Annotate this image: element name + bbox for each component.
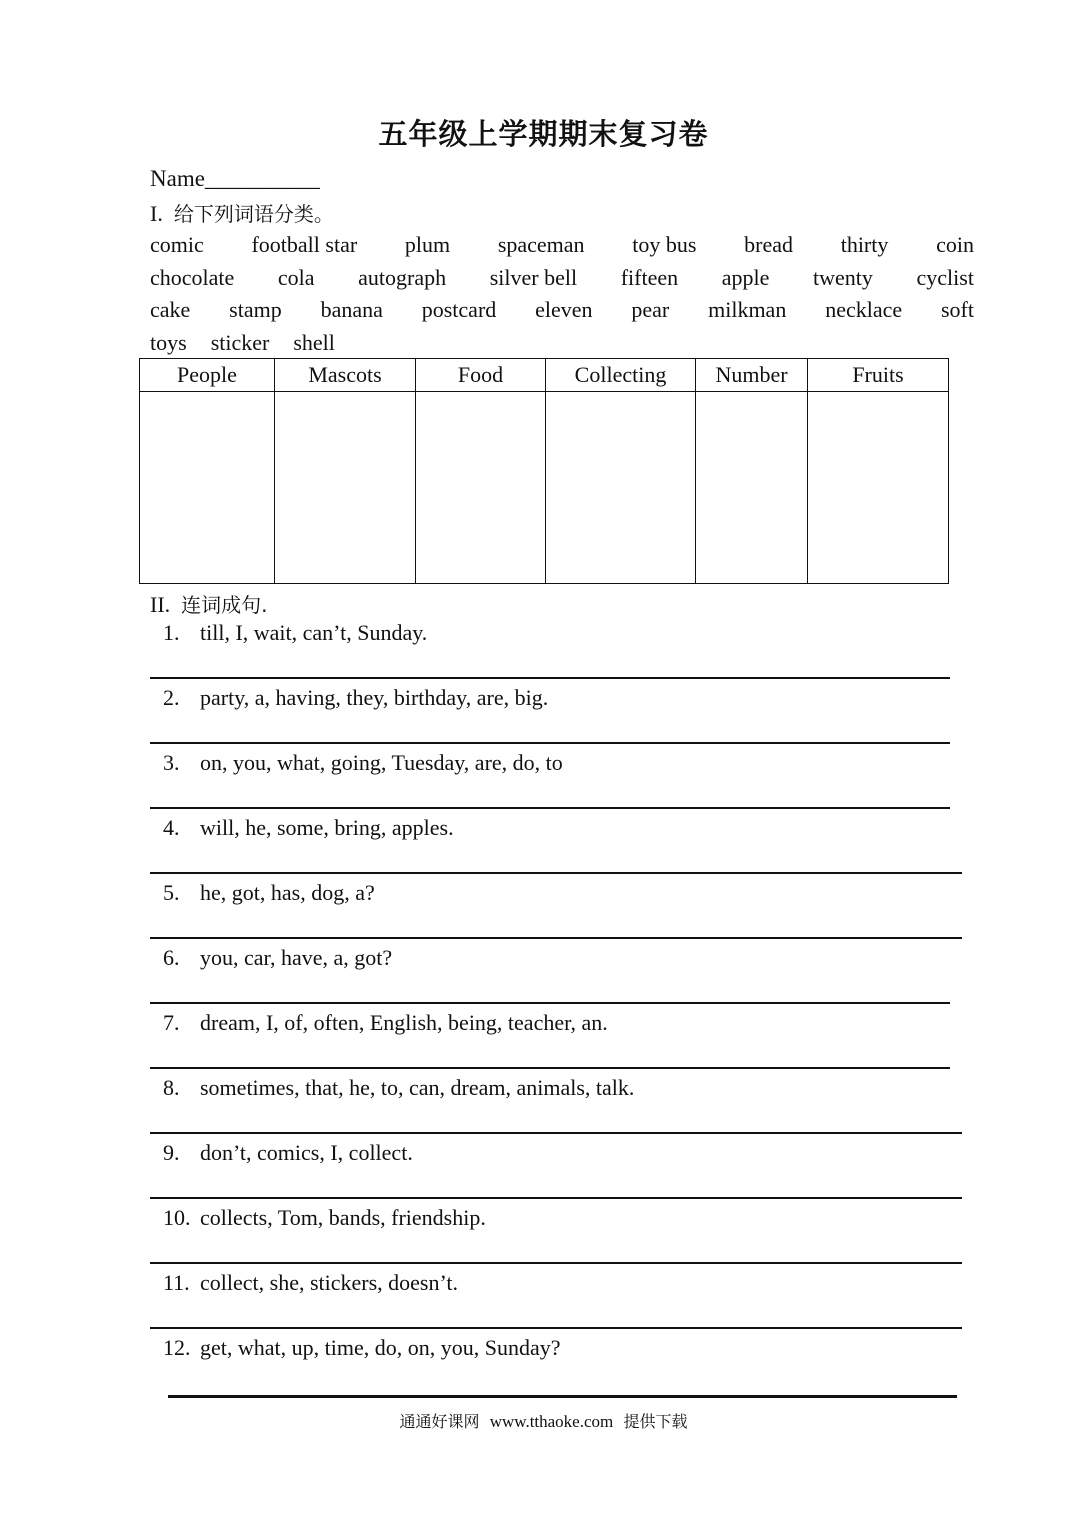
word: sticker xyxy=(210,330,270,355)
sentence-item xyxy=(163,1335,561,1361)
footer-site-name: 通通好课网 xyxy=(399,1412,480,1431)
item-number: 7. xyxy=(163,1010,180,1035)
footer xyxy=(0,1409,1087,1432)
sentence-item xyxy=(163,1205,486,1231)
sentence-item xyxy=(163,945,392,971)
answer-line[interactable] xyxy=(150,677,950,679)
word: plum xyxy=(404,232,451,257)
word: soft xyxy=(940,297,974,322)
word: autograph xyxy=(358,265,447,290)
sentence-item xyxy=(163,685,548,711)
word: chocolate xyxy=(150,265,235,290)
word: thirty xyxy=(840,232,889,257)
word: cola xyxy=(277,265,315,290)
item-number: 6. xyxy=(163,945,180,970)
section-1-instruction: 给下列词语分类。 xyxy=(173,202,334,226)
word: silver bell xyxy=(489,265,578,290)
item-words: dream, I, of, often, English, being, teacher, an. xyxy=(200,1010,608,1035)
answer-line[interactable] xyxy=(150,1132,962,1134)
item-words: he, got, has, dog, a? xyxy=(200,880,375,905)
answer-line[interactable] xyxy=(150,937,962,939)
item-words: on, you, what, going, Tuesday, are, do, to xyxy=(200,750,563,775)
word: eleven xyxy=(535,297,593,322)
sentence-item xyxy=(163,1010,608,1036)
word: cyclist xyxy=(916,265,974,290)
word: comic xyxy=(150,232,204,257)
word: coin xyxy=(936,232,974,257)
footer-suffix: 提供下载 xyxy=(623,1412,688,1431)
word-line xyxy=(150,263,974,293)
answer-line[interactable] xyxy=(150,1197,962,1199)
item-number: 3. xyxy=(163,750,180,775)
header-fruits: Fruits xyxy=(808,359,949,392)
word: cake xyxy=(150,297,191,322)
item-words: will, he, some, bring, apples. xyxy=(200,815,454,840)
word: fifteen xyxy=(620,265,679,290)
cell-fruits[interactable] xyxy=(808,392,949,584)
item-words: collects, Tom, bands, friendship. xyxy=(200,1205,486,1230)
header-mascots: Mascots xyxy=(275,359,416,392)
header-people: People xyxy=(140,359,275,392)
answer-line[interactable] xyxy=(150,872,962,874)
item-words: party, a, having, they, birthday, are, big. xyxy=(200,685,549,710)
sentence-item xyxy=(163,620,427,646)
item-number: 9. xyxy=(163,1140,180,1165)
header-number: Number xyxy=(696,359,808,392)
item-number: 1. xyxy=(163,620,180,645)
sentence-item xyxy=(163,880,375,906)
word: spaceman xyxy=(497,232,585,257)
section-1-label: I. xyxy=(150,201,163,226)
cell-number[interactable] xyxy=(696,392,808,584)
word: milkman xyxy=(708,297,787,322)
word: shell xyxy=(293,330,335,355)
footer-rule xyxy=(168,1395,957,1398)
item-words: till, I, wait, can’t, Sunday. xyxy=(200,620,428,645)
item-number: 4. xyxy=(163,815,180,840)
cell-food[interactable] xyxy=(416,392,546,584)
section-1-heading xyxy=(150,198,334,227)
name-label: Name__________ xyxy=(150,166,320,191)
item-words: you, car, have, a, got? xyxy=(200,945,393,970)
cell-people[interactable] xyxy=(140,392,275,584)
word: apple xyxy=(721,265,770,290)
header-food: Food xyxy=(416,359,546,392)
word: pear xyxy=(631,297,670,322)
item-number: 10. xyxy=(163,1205,191,1230)
word: football star xyxy=(251,232,358,257)
sentence-item xyxy=(163,1140,413,1166)
header-collecting: Collecting xyxy=(546,359,696,392)
sentence-item xyxy=(163,1075,634,1101)
answer-line[interactable] xyxy=(150,807,950,809)
word: twenty xyxy=(813,265,873,290)
word: stamp xyxy=(229,297,282,322)
item-words: collect, she, stickers, doesn’t. xyxy=(200,1270,459,1295)
section-2-heading xyxy=(150,589,268,618)
cell-collecting[interactable] xyxy=(546,392,696,584)
item-number: 8. xyxy=(163,1075,180,1100)
answer-line[interactable] xyxy=(150,1327,962,1329)
item-words: get, what, up, time, do, on, you, Sunday? xyxy=(200,1335,561,1360)
word: bread xyxy=(744,232,793,257)
item-number: 5. xyxy=(163,880,180,905)
item-words: don’t, comics, I, collect. xyxy=(200,1140,413,1165)
page-title: 五年级上学期期末复习卷 xyxy=(378,117,709,151)
cell-mascots[interactable] xyxy=(275,392,416,584)
sentence-item xyxy=(163,815,454,841)
section-2-instruction: 连词成句. xyxy=(181,593,268,617)
item-number: 11. xyxy=(163,1270,190,1295)
answer-line[interactable] xyxy=(150,1067,950,1069)
item-words: sometimes, that, he, to, can, dream, animals, talk. xyxy=(200,1075,635,1100)
word-line xyxy=(150,328,974,358)
footer-url: www.tthaoke.com xyxy=(489,1412,614,1431)
section-2-label: II. xyxy=(150,592,171,617)
item-number: 12. xyxy=(163,1335,191,1360)
word: banana xyxy=(320,297,383,322)
word: toy bus xyxy=(632,232,697,257)
answer-line[interactable] xyxy=(150,1262,962,1264)
word: necklace xyxy=(825,297,903,322)
classification-table xyxy=(139,358,949,584)
item-number: 2. xyxy=(163,685,180,710)
word-line xyxy=(150,295,974,325)
answer-line[interactable] xyxy=(150,1002,950,1004)
word: postcard xyxy=(421,297,497,322)
sentence-item xyxy=(163,750,563,776)
answer-line[interactable] xyxy=(150,742,950,744)
sentence-item xyxy=(163,1270,458,1296)
word: toys xyxy=(150,330,187,355)
word-line xyxy=(150,230,974,260)
